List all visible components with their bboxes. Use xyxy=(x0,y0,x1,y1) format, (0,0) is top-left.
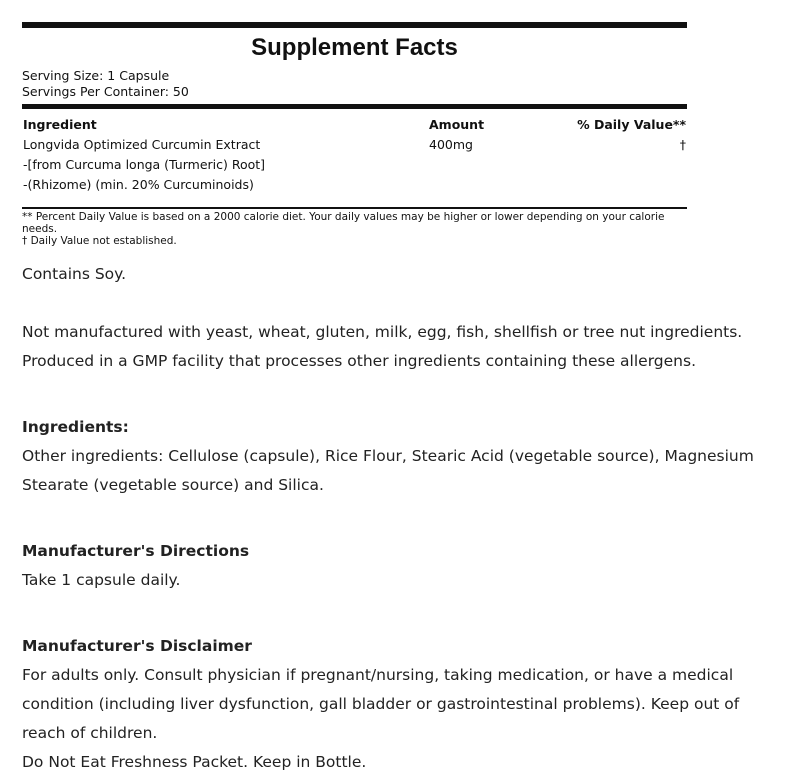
freshness-packet-text: Do Not Eat Freshness Packet. Keep in Bottle. xyxy=(22,753,367,771)
ingredient-line: Longvida Optimized Curcumin Extract xyxy=(23,137,261,152)
amount-header: Amount xyxy=(429,117,485,132)
allergen-statement: Not manufactured with yeast, wheat, gluten, milk, egg, fish, shellfish or tree nut ingredients. Produced in a GMP facility that processes other ingredients containing these allergens. xyxy=(22,323,743,370)
footnote-not-established: † Daily Value not established. xyxy=(22,235,177,247)
amount-value: 400mg xyxy=(429,137,473,152)
contains-statement: Contains Soy. xyxy=(22,265,127,283)
serving-size: Serving Size: 1 Capsule xyxy=(22,68,170,83)
ingredient-table xyxy=(22,109,687,207)
ingredients-text: Other ingredients: Cellulose (capsule), Rice Flour, Stearic Acid (vegetable source), Magnesium Stearate (vegetable source) and Silica. xyxy=(22,447,754,494)
supplement-facts-title: Supplement Facts xyxy=(251,34,458,61)
top-rule xyxy=(22,22,687,28)
directions-section xyxy=(22,537,802,595)
amount-column xyxy=(429,115,484,155)
daily-value-column xyxy=(577,115,686,155)
daily-value-header: % Daily Value** xyxy=(577,117,686,132)
disclaimer-text: For adults only. Consult physician if pregnant/nursing, taking medication, or have a medical condition (including liver dysfunction, gall bladder or gastrointestinal problems). Keep out of reach of children. xyxy=(22,666,740,742)
daily-value: † xyxy=(679,137,686,152)
ingredient-header: Ingredient xyxy=(23,117,97,132)
disclaimer-heading: Manufacturer's Disclaimer xyxy=(22,637,252,655)
ingredients-section xyxy=(22,413,802,500)
ingredient-line: -(Rhizome) (min. 20% Curcuminoids) xyxy=(23,177,254,192)
ingredient-line: -[from Curcuma longa (Turmeric) Root] xyxy=(23,157,266,172)
footer-rule xyxy=(22,207,687,209)
directions-heading: Manufacturer's Directions xyxy=(22,542,250,560)
directions-text: Take 1 capsule daily. xyxy=(22,571,181,589)
ingredient-column xyxy=(23,115,265,195)
ingredients-heading: Ingredients: xyxy=(22,418,129,436)
footnotes xyxy=(22,211,687,247)
disclaimer-section xyxy=(22,632,782,777)
footnote-daily-value: ** Percent Daily Value is based on a 2000 calorie diet. Your daily values may be higher or lower depending on your calorie needs. xyxy=(22,211,665,235)
serving-info xyxy=(22,68,687,100)
supplement-facts-panel xyxy=(22,22,687,247)
servings-per-container: Servings Per Container: 50 xyxy=(22,84,189,99)
